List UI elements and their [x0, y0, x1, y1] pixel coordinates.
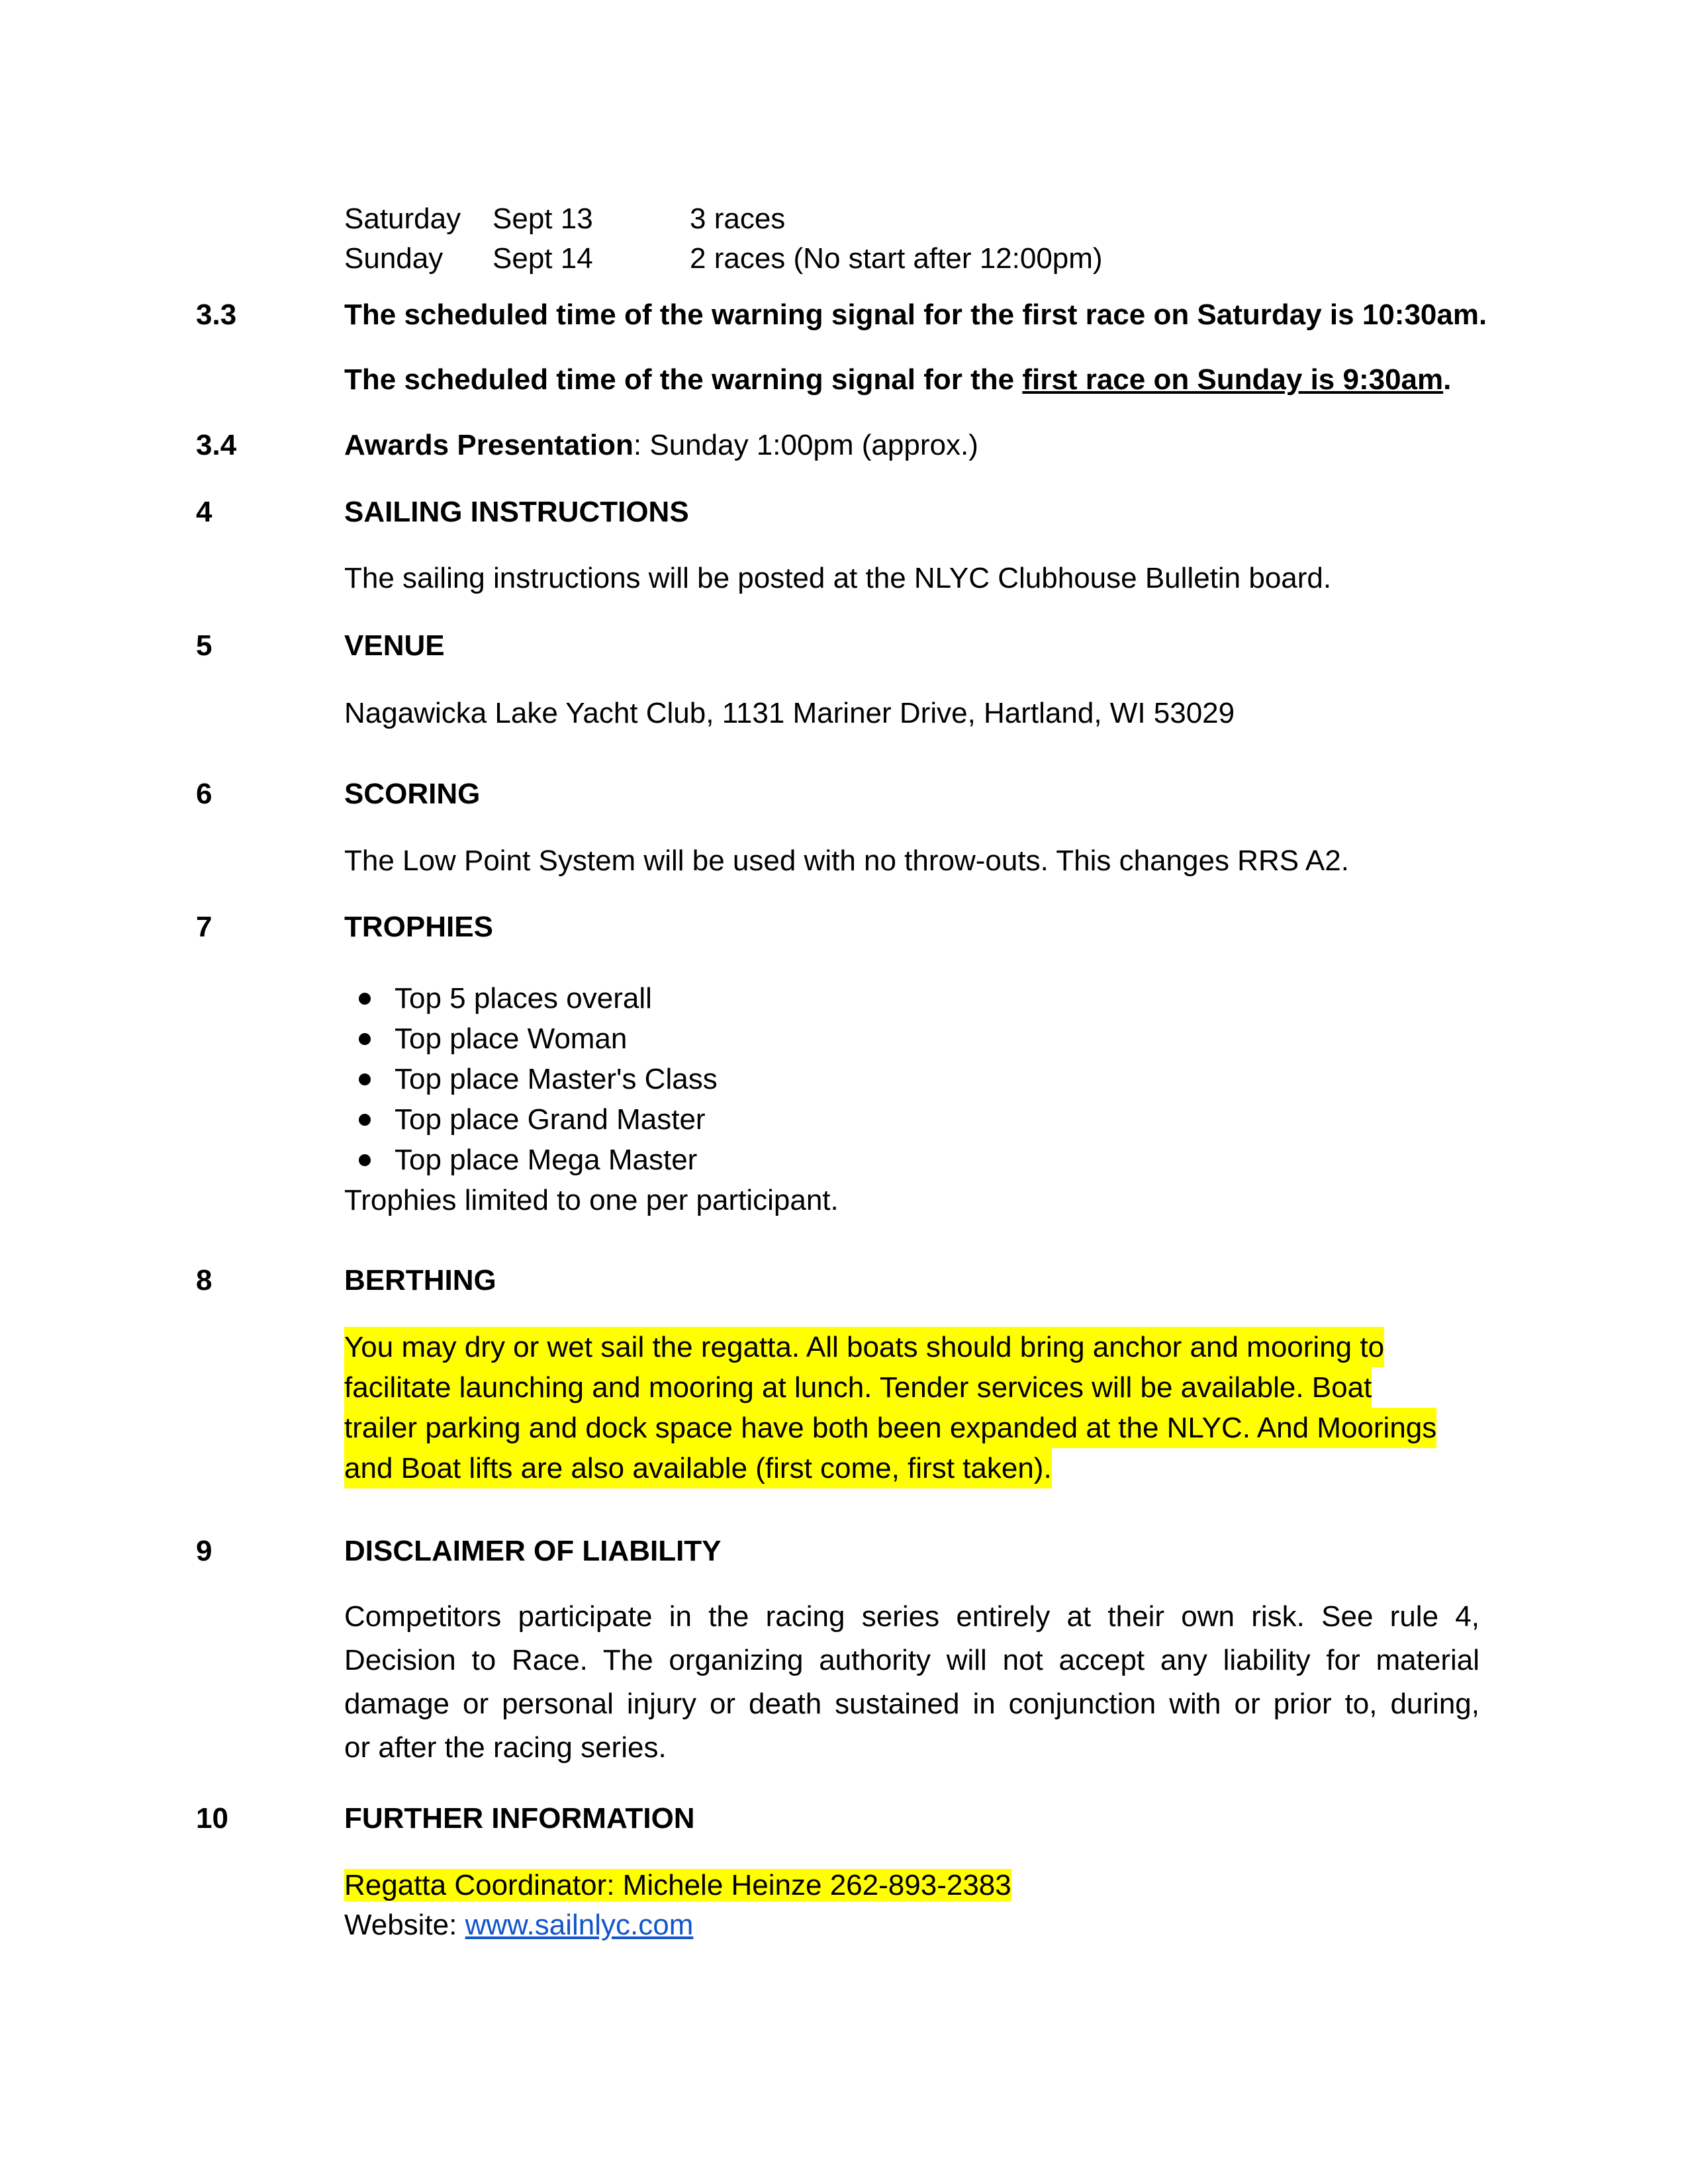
list-item: Top place Mega Master: [344, 1140, 718, 1180]
section-heading-scoring: SCORING: [344, 778, 481, 810]
venue-address: Nagawicka Lake Yacht Club, 1131 Mariner Drive, Hartland, WI 53029: [344, 697, 1235, 729]
section-heading-venue: VENUE: [344, 629, 445, 662]
disclaimer-line: damage or personal injury or death sustained in conjunction with or prior to, during,: [344, 1688, 1479, 1720]
regatta-coordinator: [344, 1865, 1011, 1905]
warning-signal-sunday: [344, 359, 1451, 400]
berthing-line: trailer parking and dock space have both been expanded at the NLYC. And Moorings: [344, 1408, 1436, 1448]
list-item: Top 5 places overall: [344, 978, 718, 1019]
section-heading-further-information: FURTHER INFORMATION: [344, 1802, 695, 1835]
disclaimer-line: Competitors participate in the racing series entirely at their own risk. See rule 4,: [344, 1600, 1479, 1633]
website-line: [344, 1905, 693, 1945]
regatta-coordinator-text: Regatta Coordinator: Michele Heinze 262-893-2383: [344, 1869, 1011, 1901]
section-number-7: 7: [196, 911, 212, 943]
awards-presentation: [344, 425, 978, 465]
berthing-text: [344, 1327, 1479, 1488]
section-number-5: 5: [196, 629, 212, 662]
awards-presentation-label: Awards Presentation: [344, 429, 633, 461]
section-number-3-3: 3.3: [196, 298, 237, 331]
schedule-date: Sept 14: [492, 242, 593, 275]
bullet-icon: [359, 1073, 371, 1085]
berthing-line: and Boat lifts are also available (first come, first taken).: [344, 1448, 1052, 1488]
scoring-text: The Low Point System will be used with no throw-outs. This changes RRS A2.: [344, 844, 1349, 877]
list-item: Top place Master's Class: [344, 1059, 718, 1099]
section-number-6: 6: [196, 778, 212, 810]
section-number-3-4: 3.4: [196, 429, 237, 461]
section-heading-berthing: BERTHING: [344, 1264, 496, 1297]
section-heading-trophies: TROPHIES: [344, 911, 493, 943]
list-item: Top place Grand Master: [344, 1099, 718, 1140]
warning-signal-saturday: The scheduled time of the warning signal for the first race on Saturday is 10:30am.: [344, 298, 1487, 331]
schedule-day: Sunday: [344, 242, 444, 275]
section-number-9: 9: [196, 1535, 212, 1567]
berthing-line: facilitate launching and mooring at lunch. Tender services will be available. Boat: [344, 1367, 1372, 1408]
schedule-races: 2 races (No start after 12:00pm): [690, 242, 1103, 275]
bullet-icon: [359, 1114, 371, 1126]
section-number-8: 8: [196, 1264, 212, 1297]
warning-signal-sunday-suffix: .: [1443, 363, 1452, 396]
schedule-races: 3 races: [690, 203, 786, 235]
list-item: Top place Woman: [344, 1019, 718, 1059]
trophies-note: Trophies limited to one per participant.: [344, 1184, 839, 1216]
section-heading-sailing-instructions: SAILING INSTRUCTIONS: [344, 496, 689, 528]
bullet-icon: [359, 1033, 371, 1045]
disclaimer-line: Decision to Race. The organizing authority will not accept any liability for material: [344, 1644, 1479, 1676]
website-link[interactable]: www.sailnlyc.com: [465, 1909, 694, 1941]
schedule-day: Saturday: [344, 203, 461, 235]
disclaimer-line: or after the racing series.: [344, 1731, 667, 1764]
warning-signal-sunday-emphasis: first race on Sunday is 9:30am: [1022, 363, 1444, 396]
bullet-icon: [359, 993, 371, 1005]
berthing-line: You may dry or wet sail the regatta. All boats should bring anchor and mooring to: [344, 1327, 1384, 1367]
schedule-date: Sept 13: [492, 203, 593, 235]
section-number-10: 10: [196, 1802, 228, 1835]
trophies-list: [344, 978, 718, 1180]
awards-presentation-text: : Sunday 1:00pm (approx.): [633, 429, 978, 461]
section-number-4: 4: [196, 496, 212, 528]
bullet-icon: [359, 1154, 371, 1166]
disclaimer-text: [344, 1595, 1479, 1770]
warning-signal-sunday-prefix: The scheduled time of the warning signal for the: [344, 363, 1023, 396]
sailing-instructions-text: The sailing instructions will be posted at the NLYC Clubhouse Bulletin board.: [344, 562, 1332, 594]
section-heading-disclaimer: DISCLAIMER OF LIABILITY: [344, 1535, 722, 1567]
website-label: Website:: [344, 1909, 465, 1941]
